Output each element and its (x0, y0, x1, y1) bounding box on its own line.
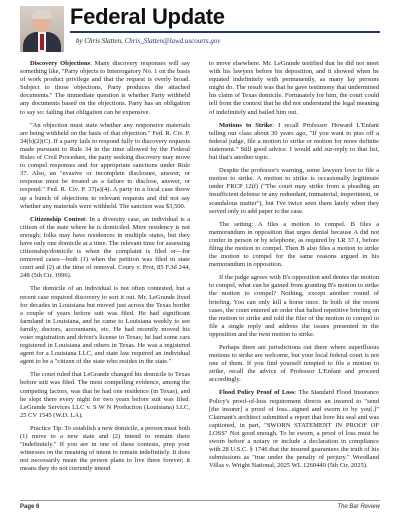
section-heading: Citizenship Contest (30, 215, 86, 223)
right-column (209, 60, 379, 475)
page-number: Page 6 (20, 504, 40, 510)
paragraph-flood-policy (209, 389, 379, 470)
paragraph: Despite the professor's warning, some lawyers love to file a motion to strike. A motion to strike is occasionally legitimate under FRCP 12(f) ("The court may strike from a pleading an insufficient defense or any redundant, immaterial, impertinent, or scandalous matter"), but I've twice seen them lately when they served only to add paper to the case. (209, 167, 379, 215)
left-column (20, 60, 190, 479)
paragraph: Perhaps there are jurisdictions out there where superfluous motions to strike are welcome, but your local federal court is not one of them. If you find yourself tempted to file a motion to strike, recall the advice of Professor L'Enfant and proceed accordingly. (209, 344, 379, 384)
title-rule (70, 31, 380, 33)
footer-rule (20, 500, 380, 501)
paragraph-text: : I recall Professor Howard L'Enfant telling our class about 30 years ago, "If you want to piss off a federal judge, file a motion to strike or motion for more definite statement." Still good advice. I would add sur-reply to that list, but that's another topic. (209, 121, 379, 162)
section-heading: Motions to Strike (219, 121, 273, 129)
author-photo (20, 6, 64, 52)
paragraph: "An objection must state whether any responsive materials are being withheld on the basis of that objection." Fed. R. Civ. P. 34(b)(2)(C). If a party fails to respond fully to discovery requests made pursuant to Rule 34 in the time allowed by the Federal Rules of Civil Procedure, the party seeking discovery may move to compel responses and for appropriate sanctions under Rule 37. Also, an "evasive or incomplete disclosure, answer, or response must be treated as a failure to disclose, answer, or respond." Fed. R. Civ. P. 37(a)(4). A party in a local case threw up a bunch of objections to relevant requests and did not say whether any materials were withheld. The sanction was $3,500. (20, 121, 190, 210)
paragraph-citizenship-contest (20, 216, 190, 281)
section-heading: Flood Policy Proof of Loss (219, 389, 295, 397)
paragraph-discovery-objections (20, 60, 190, 117)
paragraph: If the judge agrees with B's opposition and denies the motion to compel, what can be gained from granting B's motion to strike the motion to compel? Nothing, except another round of briefing. You can only kill a horse once. In both of the recent cases, the court entered an order that halted repetitive briefing on the motion to strike and told the filer of the motion to compel to file a single reply and address the issues presented in the opposition and the twin motion to strike. (209, 274, 379, 338)
byline-prefix: by (76, 37, 85, 45)
paragraph: to move elsewhere. Mr. LeGrande testified that he did not meet with his lawyers before his deposition, and it showed when he equated indefinitely with permanently, as many lay persons might do. The result was that he gave testimony that undermined his claim of Texas domicile. Fortunately for him, the court could tell from the context that he did not understand the legal meaning of indefinitely and bailed him out. (209, 60, 379, 116)
paragraph: The domicile of an individual is not often contested, but a recent case required discovery to sort it out. Mr. LeGrande lived for decades in Louisiana but moved just across the Texas border a couple of years before suit was filed. He had significant farmland in Louisiana, and he came to Louisiana weekly to see family, doctors, accountants, etc. He had recently moved his voter registration and driver's license to Texas; he had some cars registered in Louisiana and others in Texas. He was a registered agent for a Louisiana LLC, and state law required an individual agent to be a "citizen of the state who resides in the state." (20, 285, 190, 366)
author-email-link[interactable]: Chris_Slatten@lawd.uscourts.gov (124, 37, 221, 45)
paragraph: The court ruled that LeGrande changed his domicile to Texas before suit was filed. The most compelling evidence, among the competing factors, was that he had one residence (in Texas), and he slept there every night for two years before suit was filed. LeGrande Services LLC v. S W N Production (Louisiana) LLC, 25 CV 1545 (W.D. LA). (20, 371, 190, 419)
publication-name: The Bar Review (337, 504, 380, 510)
paragraph: Practice Tip: To establish a new domicile, a person must both (1) move to a new state and (2) intend to remain there "indefinitely." If you are in one of these contests, prep your witnesses on the meaning of intent to remain indefinitely. It does not necessarily mean the person plans to live there forever; it means they do not currently intend (20, 424, 190, 473)
article-header (0, 0, 400, 52)
section-heading: Discovery Objections (30, 60, 91, 67)
author-name: Chris Slatten (84, 37, 122, 45)
paragraph-motions-to-strike (209, 122, 379, 162)
paragraph: The setting: A files a motion to compel. B files a memorandum in opposition that urges denial because A did not confer in person or by telephone, as required by LR 37.1, before filing the motion to compel. Then B also files a motion to strike the motion to compel for the same reasons argued in his memorandum in opposition. (209, 220, 379, 269)
paragraph-text: : In a diversity case, an individual is a citizen of the state where he is domiciled. Mere residency is not enough; folks may have residences in multiple states, but they have only one domicile at a time. The relevant time for assessing citizenship/domicile is when the complaint is filed or—for removed cases—both (1) when the petition was filed in state court and (2) at the time of removal. Coury v. Prot, 85 F.3d 244, 248 (5th Cir. 1996). (20, 215, 190, 280)
page-title: Federal Update (70, 4, 225, 29)
paragraph-text: : Many discovery responses will say something like, "Party objects to Interrogatory No. 1 on the basis of work product privilege and that the request is overly broad. Subject to those objections, Party produces the attached documents." The immediate question is whether Party withheld any documents based on the objections. Party has an obligation to say so: failing that obligation can be expensive. (20, 60, 190, 116)
paragraph-text: : The Standard Flood Insurance Policy's proof-of-loss requirement directs an insured to "send [the insurer] a proof of loss...signed and sworn to by you[.]" Claimant's architect submitted a report that bore his seal and was captioned, in part, "SWORN STATEMENT IN PROOF OF LOSS" Not good enough. To be sworn, a proof of loss must be sworn before a notary or include a declaration in compliance with 28 U.S.C. § 1746 that the insured guarantees the truth of his submissions as "true under the penalty of perjury." Woodland Villas v. Wright National, 2025 WL 1260440 (5th Cir. 2025). (209, 389, 379, 470)
byline: by Chris Slatten, Chris_Slatten@lawd.uscourts.gov (76, 37, 221, 45)
